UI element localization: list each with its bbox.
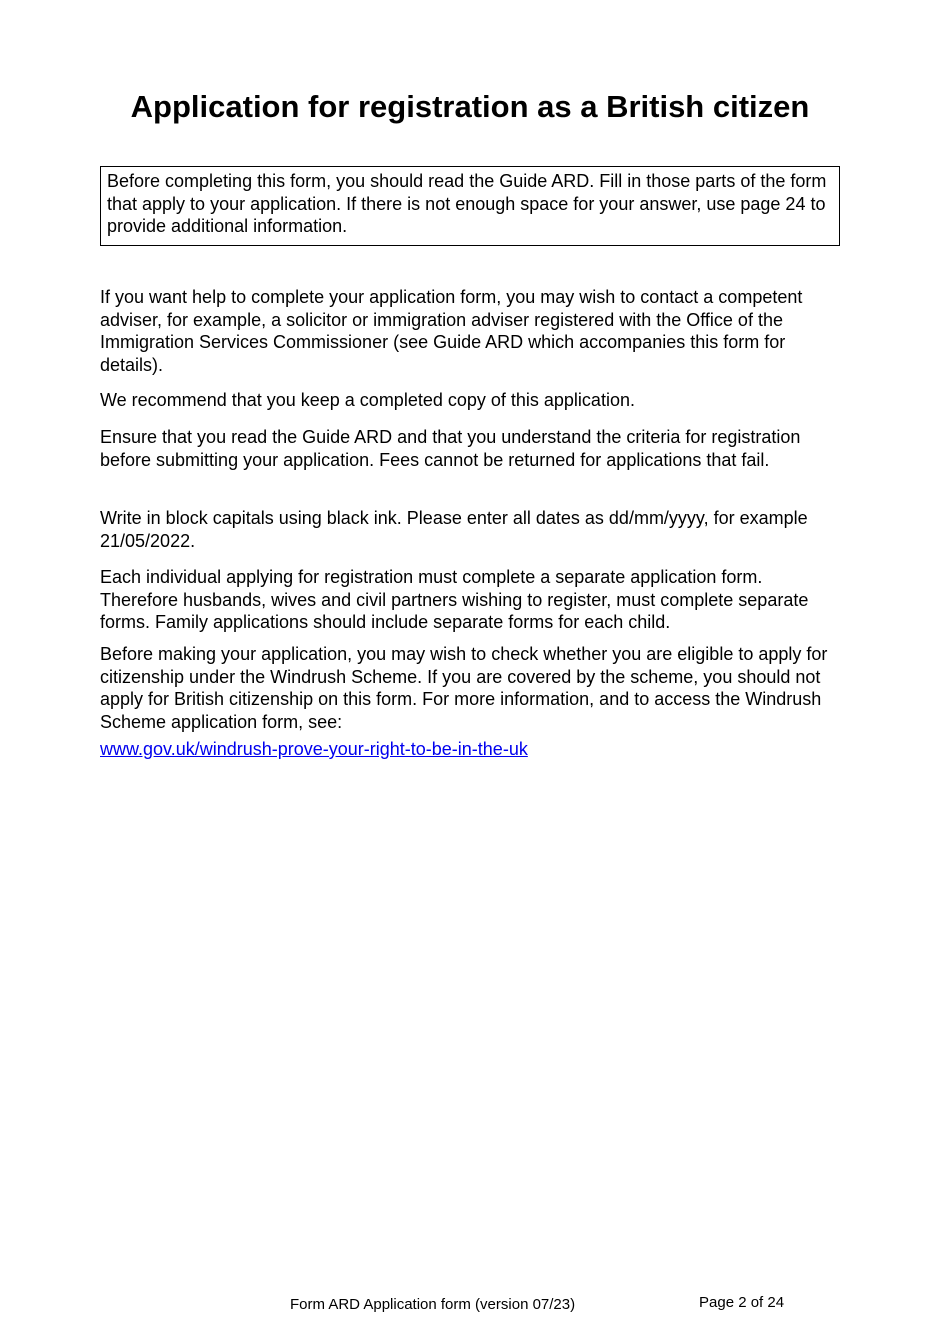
- adviser-help-paragraph: If you want help to complete your application form, you may wish to contact a competent adviser, for example, a solicitor or immigration adviser registered with the Office of the Immigration Services Commissioner (see Guide ARD which accompanies this form for details).: [100, 287, 803, 375]
- windrush-link[interactable]: www.gov.uk/windrush-prove-your-right-to-be-in-the-uk: [100, 739, 528, 759]
- criteria-paragraph: Ensure that you read the Guide ARD and that you understand the criteria for registration before submitting your application. Fees cannot be returned for applications that fail.: [100, 427, 801, 470]
- page-title: Application for registration as a British citizen: [130, 89, 810, 124]
- block-capitals-paragraph: Write in block capitals using black ink. Please enter all dates as dd/mm/yyyy, for example 21/05/2022.: [100, 508, 808, 551]
- footer-page-number: Page 2 of 24: [699, 1294, 785, 1311]
- separate-forms-paragraph: Each individual applying for registration must complete a separate application form. Therefore husbands, wives and civil partners wishing to register, must complete separate forms. Family applications should include separate forms for each child.: [100, 567, 809, 632]
- keep-copy-paragraph: We recommend that you keep a completed copy of this application.: [100, 390, 635, 410]
- windrush-paragraph: Before making your application, you may wish to check whether you are eligible to apply for citizenship under the Windrush Scheme. If you are covered by the scheme, you should not apply for British citizenship on this form. For more information, and to access the Windrush Scheme application form, see:: [100, 644, 828, 732]
- instruction-notice-box: Before completing this form, you should read the Guide ARD. Fill in those parts of the form that apply to your application. If there is not enough space for your answer, use page 24 to provide additional information.: [100, 166, 840, 246]
- footer-form-version: Form ARD Application form (version 07/23): [290, 1296, 576, 1313]
